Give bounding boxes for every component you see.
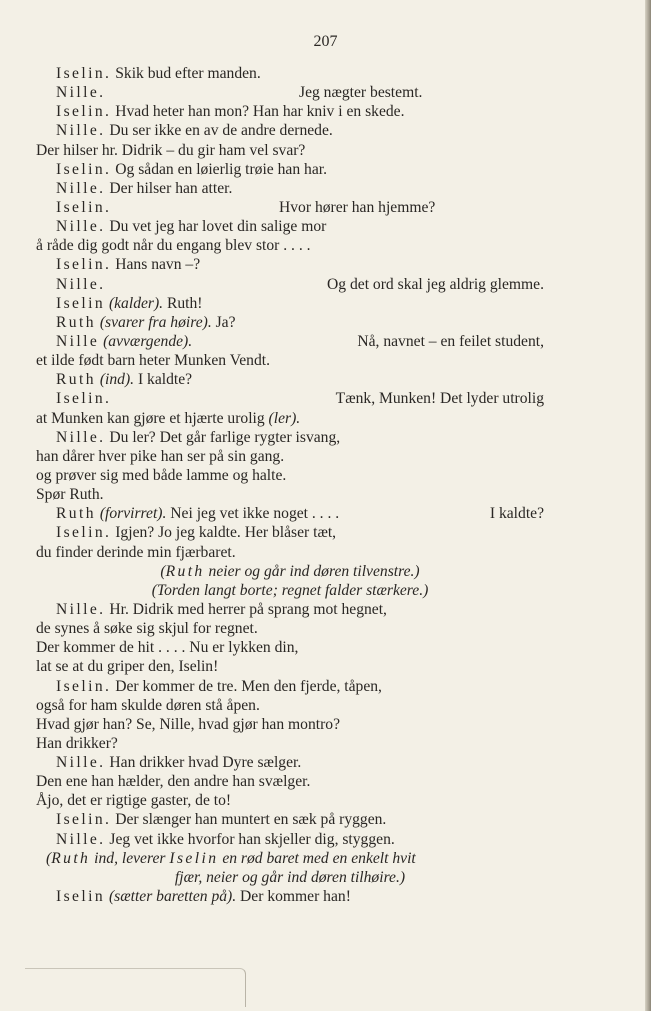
line-text: Nå, navnet – en feilet student, (357, 332, 544, 350)
line-text: Og det ord skal jeg aldrig glemme. (327, 275, 544, 293)
speaker-name: Ruth (56, 505, 96, 523)
stage-direction: (kalder). (105, 294, 164, 312)
stage-direction-line (36, 581, 544, 600)
text-line (36, 198, 544, 217)
speaker-name: Iselin. (56, 390, 112, 408)
speaker-name: Iselin. (56, 103, 112, 121)
text-line (36, 83, 544, 102)
line-text: Der hilser hr. Didrik – du gir ham vel svar? (36, 141, 306, 159)
line-text: (Torden langt borte; regnet falder stærkere.) (151, 581, 429, 599)
line-text: fjær, neier og går ind døren tilhøire.) (174, 868, 406, 886)
text-line (36, 810, 544, 829)
line-text: neier og går ind døren tilvenstre.) (204, 562, 420, 580)
line-text: Og sådan en løierlig trøie han har. (111, 160, 327, 178)
text-line (36, 523, 544, 542)
line-text: Jeg nægter bestemt. (299, 84, 423, 102)
text-line (36, 830, 544, 849)
speaker-name: Ruth (56, 313, 96, 331)
speaker-name: Nille. (56, 84, 106, 102)
line-text: Skik bud efter manden. (111, 65, 261, 82)
text-line (36, 64, 544, 83)
line-text: også for ham skulde døren stå åpen. (36, 696, 260, 714)
line-text: et ilde født barn heter Munken Vendt. (36, 352, 270, 370)
text-line (36, 638, 544, 657)
text-line (36, 504, 544, 523)
text-line (36, 734, 544, 753)
text-line (36, 447, 544, 466)
speaker-name: Nille. (56, 600, 106, 618)
text-line (36, 619, 544, 638)
text-line (36, 313, 544, 332)
page-edge-mark (25, 968, 246, 1007)
text-line (36, 409, 544, 428)
text-line (36, 332, 544, 351)
stage-direction-line (36, 562, 544, 581)
text-line (36, 141, 544, 160)
text-line (36, 370, 544, 389)
line-text: ind, leverer (90, 849, 166, 867)
speaker-name: Ruth (165, 562, 205, 580)
text-line (36, 389, 544, 408)
speaker-name: Nille. (56, 754, 106, 772)
text-line (36, 294, 544, 313)
line-text: at Munken kan gjøre et hjærte urolig (36, 409, 265, 427)
speaker-name: Iselin. (56, 65, 112, 82)
speaker-name: Iselin. (56, 677, 112, 695)
text-line (36, 715, 544, 734)
line-text: han dårer hver pike han ser på sin gang. (36, 447, 285, 465)
text-line (36, 275, 544, 294)
line-text: Du ser ikke en av de andre dernede. (105, 122, 333, 140)
line-text: å råde dig godt når du engang blev stor . . . . (36, 237, 311, 255)
line-text: Spør Ruth. (36, 486, 104, 504)
speaker-name: Iselin. (56, 198, 112, 216)
line-text: Jeg vet ikke hvorfor han skjeller dig, styggen. (105, 830, 395, 848)
stage-direction: (forvirret). (95, 505, 167, 523)
line-text: Du ler? Det går farlige rygter isvang, (105, 428, 341, 446)
speaker-name: Nille. (56, 428, 106, 446)
line-text: en rød baret med en enkelt hvit (218, 849, 416, 867)
line-text: I kaldte? (134, 371, 193, 389)
stage-direction-line (36, 849, 544, 868)
line-text: Igjen? Jo jeg kaldte. Her blåser tæt, (111, 524, 337, 542)
line-text: de synes å søke sig skjul for regnet. (36, 620, 258, 638)
text-line (36, 236, 544, 255)
line-text: Han drikker hvad Dyre sælger. (105, 754, 302, 772)
line-text: Hr. Didrik med herrer på sprang mot hegnet, (105, 600, 387, 618)
line-text: Ruth! (163, 294, 203, 312)
line-text: Tænk, Munken! Det lyder utrolig (335, 390, 544, 408)
line-text: du finder derinde min fjærbaret. (36, 543, 236, 561)
text-line (36, 485, 544, 504)
line-text: Nei jeg vet ikke noget . . . . (166, 505, 340, 523)
text-line (36, 677, 544, 696)
line-text: Ja? (211, 313, 236, 331)
text-line (36, 255, 544, 274)
line-text: Der slænger han muntert en sæk på ryggen. (111, 811, 387, 829)
speaker-name: Ruth (51, 849, 91, 867)
text-line (36, 428, 544, 447)
stage-direction: (svarer fra høire). (95, 313, 212, 331)
stage-direction: (ler). (264, 409, 301, 427)
speaker-name: Nille. (56, 218, 106, 236)
text-line (36, 121, 544, 140)
paren: ( (160, 562, 166, 580)
text-line (36, 696, 544, 715)
line-text: Du vet jeg har lovet din salige mor (105, 218, 327, 236)
text-line (36, 791, 544, 810)
speaker-name: Iselin (56, 888, 106, 906)
page-binding-edge (645, 0, 651, 1011)
speaker-name: Nille (56, 332, 100, 350)
speaker-name: Nille. (56, 275, 106, 293)
stage-direction: (sætter baretten på). (105, 888, 237, 906)
text-line (36, 160, 544, 179)
text-line (36, 543, 544, 562)
line-text: Åjo, det er rigtige gaster, de to! (36, 792, 232, 810)
text-line (36, 600, 544, 619)
line-text: Der kommer de hit . . . . Nu er lykken din, (36, 639, 299, 657)
speaker-name: Nille. (56, 179, 106, 197)
text-line (36, 887, 544, 906)
speaker-name: Iselin. (56, 256, 112, 274)
speaker-name: Iselin (56, 294, 106, 312)
line-text: Hvad gjør han? Se, Nille, hvad gjør han montro? (36, 715, 341, 733)
line-text: Hans navn –? (111, 256, 201, 274)
speaker-name: Nille. (56, 122, 106, 140)
speaker-name: Iselin. (56, 811, 112, 829)
page-number: 207 (313, 33, 338, 50)
stage-direction-line (36, 868, 544, 887)
line-text: Den ene han hælder, den andre han svælger. (36, 773, 311, 791)
line-text: lat se at du griper den, Iselin! (36, 658, 219, 676)
line-text: I kaldte? (489, 505, 544, 523)
stage-direction: (avværgende). (99, 332, 193, 350)
paren: ( (46, 849, 52, 867)
text-line (36, 179, 544, 198)
text-line (36, 657, 544, 676)
line-text: Der kommer de tre. Men den fjerde, tåpen, (111, 677, 382, 695)
text-line (36, 351, 544, 370)
line-text: Hvad heter han mon? Han har kniv i en skede. (111, 103, 405, 121)
line-text: Hvor hører han hjemme? (279, 198, 436, 216)
text-line (36, 466, 544, 485)
speaker-name: Iselin (169, 849, 219, 867)
text-line (36, 102, 544, 121)
line-text: Han drikker? (36, 734, 118, 752)
line-text: og prøver sig med både lamme og halte. (36, 466, 287, 484)
line-text: Der hilser han atter. (105, 179, 233, 197)
speaker-name: Iselin. (56, 524, 112, 542)
text-line (36, 753, 544, 772)
speaker-name: Nille. (56, 830, 106, 848)
speaker-name: Iselin. (56, 160, 112, 178)
line-text: Der kommer han! (236, 888, 351, 906)
text-line (36, 217, 544, 236)
stage-direction: (ind). (95, 371, 135, 389)
text-line (36, 772, 544, 791)
speaker-name: Ruth (56, 371, 96, 389)
play-text (36, 64, 544, 906)
